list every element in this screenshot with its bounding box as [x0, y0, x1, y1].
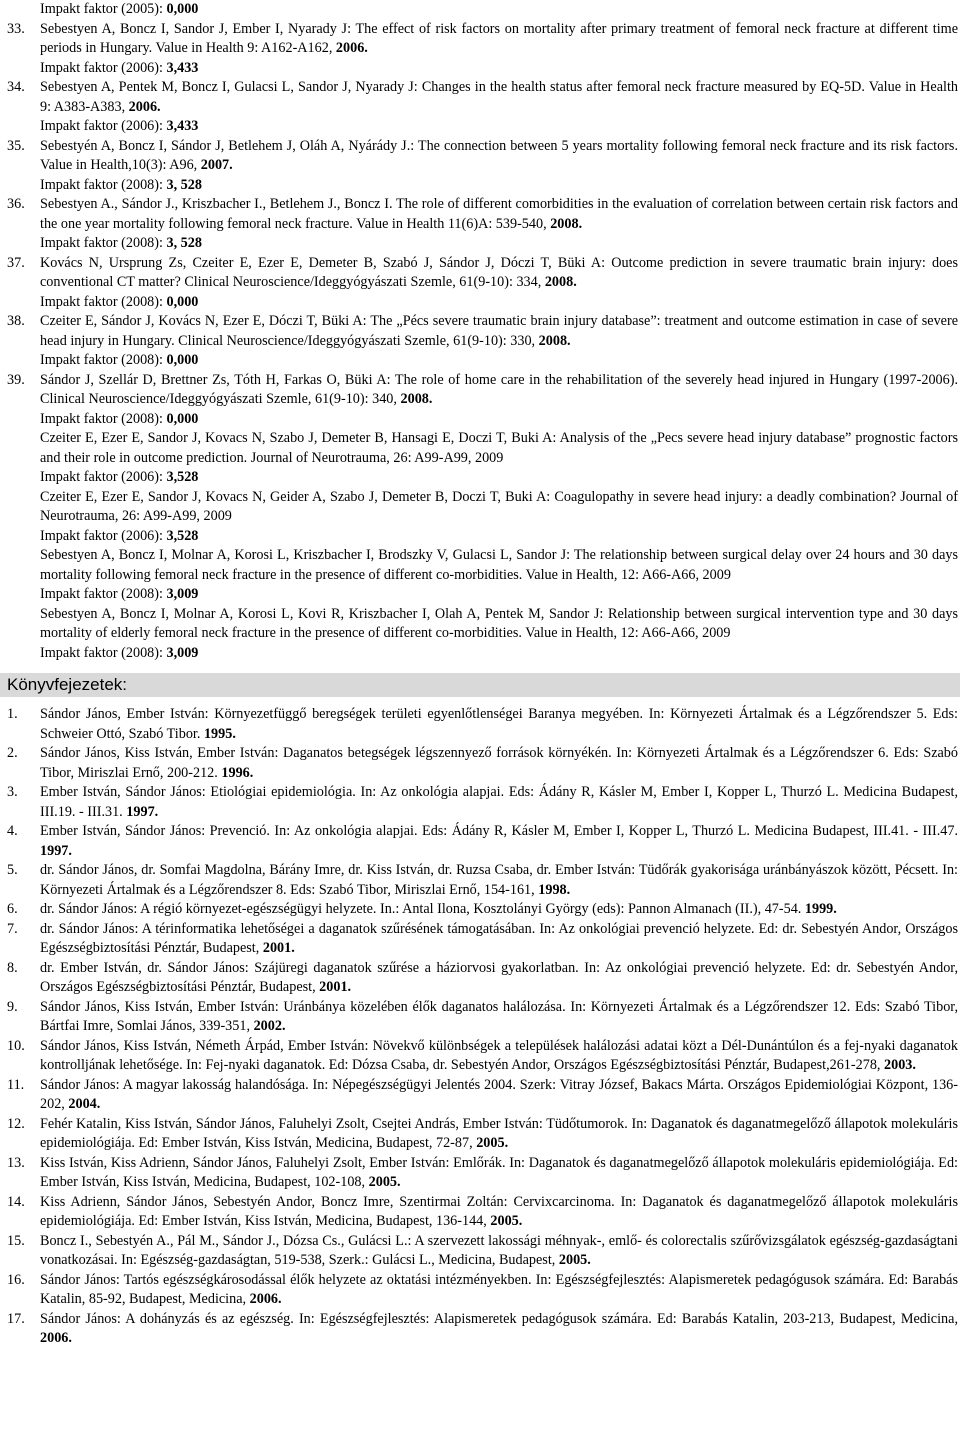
item-number: 4.: [7, 823, 18, 839]
book-chapter-item: [0, 1076, 960, 1115]
book-chapter-item: [0, 861, 960, 900]
publication-item: [0, 137, 960, 196]
book-chapter-item: [0, 998, 960, 1037]
impact-label: Impakt faktor (2006):: [40, 59, 167, 76]
citation-year: 1997.: [40, 842, 72, 859]
book-chapter-item: [0, 705, 960, 744]
citation-text: Sebestyen A, Boncz I, Molnar A, Korosi L, Kovi R, Kriszbacher I, Olah A, Pentek M, Sandor J: Relationship between surgical intervention type and 30 days mortality of elderly femoral neck fracture in the presence of different co-morbidities. Value in Health, 12: A66-A66, 2009: [40, 605, 958, 641]
item-number: 7.: [7, 920, 18, 937]
citation-text: dr. Sándor János: A régió környezet-egészségügyi helyzete. In.: Antal Ilona, Kosztolányi György (eds): Pannon Almanach (II.), 47-54.: [40, 901, 805, 917]
item-number: 16.: [7, 1271, 25, 1288]
item-number: 36.: [7, 196, 25, 212]
citation-text: Kiss Adrienn, Sándor János, Sebestyén Andor, Boncz Imre, Szentirmai Zoltán: Cervixcarcinoma. In: Daganatok és daganatmegelőző állapotok molekuláris epidemiológiája. Ed: Ember István, Kiss István, Medicina, Budapest, 136-144,: [40, 1193, 958, 1229]
book-chapter-item: [0, 1271, 960, 1310]
publication-list: [0, 20, 960, 664]
citation-text: Sebestyen A, Boncz I, Sandor J, Ember I, Nyarady J: The effect of risk factors on mortality after primary treatment of femoral neck fracture at different time periods in Hungary. Value in Health 9: A162-A162,: [40, 20, 958, 56]
book-chapter-item: [0, 1115, 960, 1154]
item-number: 17.: [7, 1310, 25, 1327]
item-number: 37.: [7, 254, 25, 271]
citation-year: 2005.: [368, 1174, 401, 1190]
item-number: 14.: [7, 1193, 25, 1210]
citation-year: 2001.: [262, 940, 295, 956]
citation-year: 1999.: [804, 901, 837, 917]
publication-item: [0, 254, 960, 313]
impact-label: Impakt faktor (2006):: [40, 469, 167, 485]
impact-label: Impakt faktor (2005):: [40, 1, 167, 17]
citation-text: Ember István, Sándor János: Prevenció. In: Az onkológia alapjai. Eds: Ádány R, Kásler M, Ember I, Kopper L, Thurzó L. Medicina Budapest, III.41. - III.47.: [40, 823, 958, 839]
book-chapter-item: [0, 959, 960, 998]
citation-year: 2001.: [319, 979, 352, 995]
impact-factor-line: [0, 0, 960, 20]
citation-text: dr. Ember István, dr. Sándor János: Szájüregi daganatok szűrése a háziorvosi gyakorlatban. In: Az onkológiai prevenció helyzete. Ed: dr. Sebestyén Andor, Országos Egészségbiztosítási Pénztár, Budapest,: [40, 959, 958, 995]
citation-text: Sándor János, Kiss István, Németh Árpád, Ember István: Növekvő különbségek a települések halálozási adatai közt a Dél-Dunántúlon és a fej-nyaki daganatok kontrolljának lehetősége. In: Fej-nyaki daganatok. Ed: Dózsa Csaba, dr. Sebestyén Andor, Országos Egészségbiztosítási Pénztár, Budapest,261-278,: [40, 1037, 958, 1073]
impact-label: Impakt faktor (2008):: [40, 176, 167, 193]
book-chapter-list: [0, 705, 960, 1349]
book-chapter-item: [0, 1232, 960, 1271]
citation-text: Sándor János, Ember István: Környezetfüggő beregségek területi egyenlőtlenségei Baranya megyében. In: Környezeti Ártalmak és a Légzőrendszer 5. Eds: Schweier Ottó, Szabó Tibor.: [40, 706, 958, 742]
citation-year: 2006.: [335, 40, 368, 56]
publication-item: [0, 78, 960, 137]
impact-value: 0,000: [166, 293, 199, 310]
citation-text: Czeiter E, Ezer E, Sandor J, Kovacs N, Geider A, Szabo J, Demeter B, Doczi T, Buki A: Coagulopathy in severe head injury: a deadly combination? Journal of Neurotrauma, 26: A99-A99, 2009: [40, 488, 958, 524]
publication-item: [0, 371, 960, 430]
book-chapter-item: [0, 822, 960, 861]
citation-year: 2008.: [544, 274, 577, 290]
impact-label: Impakt faktor (2006):: [40, 527, 167, 544]
citation-text: Kiss István, Kiss Adrienn, Sándor János, Faluhelyi Zsolt, Ember István: Emlőrák. In: Daganatok és daganatmegelőző állapotok molekuláris epidemiológiája. Ed: Ember István, Kiss István, Medicina, Budapest, 102-108,: [40, 1154, 958, 1190]
citation-text: Sebestyén A, Boncz I, Sándor J, Betlehem J, Oláh A, Nyárády J.: The connection between 5 years mortality following femoral neck fracture and its risk factors. Value in Health,10(3): A96,: [40, 137, 958, 173]
citation-text: Ember István, Sándor János: Etiológiai epidemiológia. In: Az onkológia alapjai. Eds: Ádány R, Kásler M, Ember I, Kopper L, Thurzó L. Medicina Budapest, III.19. - III.31.: [40, 784, 958, 820]
citation-year: 2005.: [558, 1252, 591, 1268]
citation-year: 2008.: [400, 391, 433, 407]
citation-text: Sándor J, Szellár D, Brettner Zs, Tóth H, Farkas O, Büki A: The role of home care in the rehabilitation of the severely head injured in Hungary (1997-2006). Clinical Neuroscience/Ideggyógyászati Szemle, 61(9-10): 340,: [40, 371, 958, 407]
citation-year: 1998.: [538, 881, 571, 898]
item-number: 12.: [7, 1115, 25, 1132]
impact-label: Impakt faktor (2006):: [40, 118, 167, 134]
impact-label: Impakt faktor (2008):: [40, 293, 167, 310]
citation-year: 1996.: [221, 764, 254, 781]
item-number: 13.: [7, 1154, 25, 1171]
book-chapter-item: [0, 920, 960, 959]
citation-year: 1997.: [126, 803, 159, 820]
book-chapter-item: [0, 1193, 960, 1232]
citation-text: Sándor János, Kiss István, Ember István: Uránbánya közelében élők daganatos halálozása. In: Környezeti Ártalmak és a Légzőrendszer 12. Eds: Szabó Tibor, Bártfai Imre, Somlai János, 339-351,: [40, 998, 958, 1034]
citation-text: dr. Sándor János, dr. Somfai Magdolna, Bárány Imre, dr. Kiss István, dr. Ruzsa Csaba, dr. Ember István: Tüdőrák gyakorisága uránbányászok között, Pécsett. In: Környezeti Ártalmak és a Légzőrendszer 8. Eds: Szabó Tibor, Miriszlai Ernő, 154-161,: [40, 862, 958, 898]
item-number: 8.: [7, 959, 18, 976]
book-chapter-item: [0, 1154, 960, 1193]
impact-value: 3,009: [166, 644, 199, 661]
citation-text: dr. Sándor János: A térinformatika lehetőségei a daganatok szűrésének támogatásában. In: Az onkológiai prevenció helyzete. Ed: dr. Sebestyén Andor, Országos Egészségbiztosítási Pénztár, Budapest,: [40, 920, 958, 956]
citation-year: 2007.: [200, 157, 233, 173]
impact-value: 3, 528: [166, 235, 202, 251]
citation-text: Sándor János: A dohányzás és az egészség. In: Egészségfejlesztés: Alapismeretek pedagógusok számára. Ed: Barabás Katalin, 203-213, Budapest, Medicina,: [40, 1310, 958, 1327]
citation-text: Sebestyen A, Boncz I, Molnar A, Korosi L, Kriszbacher I, Brodszky V, Gulacsi L, Sandor J: The relationship between surgical delay over 24 hours and 30 days mortality following femoral neck fracture in the presence of different co-morbidities. Value in Health, 12: A66-A66, 2009: [40, 547, 958, 583]
item-number: 33.: [7, 20, 25, 37]
item-number: 15.: [7, 1232, 25, 1249]
item-number: 38.: [7, 313, 25, 329]
citation-text: Boncz I., Sebestyén A., Pál M., Sándor J., Dózsa Cs., Gulácsi L.: A szervezett lakossági méhnyak-, emlő- és colorectalis szűrővizsgálatok egészség-gazdaságtani vonatkozásai. In: Egészség-gazdaságtan, 519-538, Szerk.: Gulácsi L., Medicina, Budapest,: [40, 1232, 958, 1268]
item-number: 10.: [7, 1037, 25, 1054]
impact-value: 3,528: [166, 527, 199, 544]
item-number: 9.: [7, 998, 18, 1015]
citation-text: Kovács N, Ursprung Zs, Czeiter E, Ezer E, Demeter B, Szabó J, Sándor J, Dóczi T, Büki A: Outcome prediction in severe traumatic brain injury: does conventional CT matter? Clinical Neuroscience/Ideggyógyászati Szemle, 61(9-10): 334,: [40, 254, 958, 290]
item-number: 34.: [7, 79, 25, 95]
book-chapter-item: [0, 1037, 960, 1076]
section-heading-book-chapters: Könyvfejezetek:: [0, 673, 960, 697]
citation-year: 2002.: [253, 1018, 286, 1034]
publication-item: [0, 195, 960, 254]
item-number: 5.: [7, 862, 18, 878]
item-number: 35.: [7, 137, 25, 154]
impact-value: 0,000: [166, 352, 199, 368]
citation-text: Sebestyen A, Pentek M, Boncz I, Gulacsi L, Sandor J, Nyarady J: Changes in the health status after femoral neck fracture measured by EQ-5D. Value in Health 9: A383-A383,: [40, 79, 958, 115]
citation-text: Sándor János: A magyar lakosság halandósága. In: Népegészségügyi Jelentés 2004. Szerk: Vitray József, Bakacs Márta. Országos Epidemiológiai Központ, 136-202,: [40, 1076, 958, 1112]
impact-label: Impakt faktor (2008):: [40, 644, 167, 661]
citation-text: Sándor János: Tartós egészségkárosodással élők helyzete az oktatási intézményekben. In: Egészségfejlesztés: Alapismeretek pedagógusok számára. Ed: Barabás Katalin, 85-92, Budapest, Medicina,: [40, 1271, 958, 1307]
citation-year: 2005.: [490, 1213, 523, 1229]
citation-text: Czeiter E, Sándor J, Kovács N, Ezer E, Dóczi T, Büki A: The „Pécs severe traumatic brain injury database”: treatment and outcome estimation in case of severe head injury in Hungary. Clinical Neuroscience/Ideggyógyászati Szemle, 61(9-10): 330,: [40, 313, 958, 349]
citation-year: 2006.: [249, 1291, 282, 1307]
citation-year: 2008.: [550, 215, 583, 232]
impact-value: 0,000: [166, 1, 199, 17]
item-number: 1.: [7, 706, 18, 722]
publication-item: [0, 605, 960, 664]
item-number: 11.: [7, 1076, 25, 1093]
impact-value: 3,433: [166, 118, 199, 134]
impact-value: 3,009: [166, 586, 199, 602]
citation-year: 2003.: [884, 1057, 916, 1073]
citation-year: 2006.: [40, 1330, 72, 1346]
book-chapter-item: [0, 744, 960, 783]
impact-value: 3,433: [166, 59, 199, 76]
publication-item: [0, 546, 960, 605]
book-chapter-item: [0, 900, 960, 920]
publication-item: [0, 20, 960, 79]
item-number: 39.: [7, 371, 25, 388]
publication-item: [0, 488, 960, 547]
book-chapter-item: [0, 783, 960, 822]
citation-year: 2005.: [476, 1135, 509, 1151]
impact-value: 0,000: [166, 410, 199, 427]
impact-label: Impakt faktor (2008):: [40, 410, 167, 427]
impact-value: 3,528: [166, 469, 199, 485]
book-chapter-item: [0, 1310, 960, 1349]
citation-year: 2004.: [68, 1096, 101, 1112]
publication-item: [0, 312, 960, 371]
item-number: 6.: [7, 901, 18, 917]
publication-item: [0, 429, 960, 488]
citation-year: 2006.: [128, 98, 161, 115]
citation-text: Fehér Katalin, Kiss István, Sándor János, Faluhelyi Zsolt, Csejtei András, Ember István: Tüdőtumorok. In: Daganatok és daganatmegelőző állapotok molekuláris epidemiológiája. Ed: Ember István, Kiss István, Medicina, Budapest, 72-87,: [40, 1115, 958, 1151]
citation-text: Czeiter E, Ezer E, Sandor J, Kovacs N, Szabo J, Demeter B, Hansagi E, Doczi T, Buki A: Analysis of the „Pecs severe head injury database” prognostic factors and their role in outcome prediction. Journal of Neurotrauma, 26: A99-A99, 2009: [40, 430, 958, 466]
impact-label: Impakt faktor (2008):: [40, 586, 167, 602]
impact-value: 3, 528: [166, 176, 202, 193]
impact-label: Impakt faktor (2008):: [40, 235, 167, 251]
item-number: 3.: [7, 784, 18, 800]
citation-text: Sándor János, Kiss István, Ember István: Daganatos betegségek légszennyező források környékén. In: Környezeti Ártalmak és a Légzőrendszer 6. Eds: Szabó Tibor, Miriszlai Ernő, 200-212.: [40, 745, 958, 781]
impact-label: Impakt faktor (2008):: [40, 352, 167, 368]
citation-year: 1995.: [203, 725, 236, 742]
citation-year: 2008.: [538, 332, 571, 349]
citation-text: Sebestyen A., Sándor J., Kriszbacher I., Betlehem J., Boncz I. The role of different comorbidities in the evaluation of correlation between certain risk factors and the one year mortality following femoral neck fracture. Value in Health 11(6)A: 539-540,: [40, 196, 958, 232]
item-number: 2.: [7, 745, 18, 761]
